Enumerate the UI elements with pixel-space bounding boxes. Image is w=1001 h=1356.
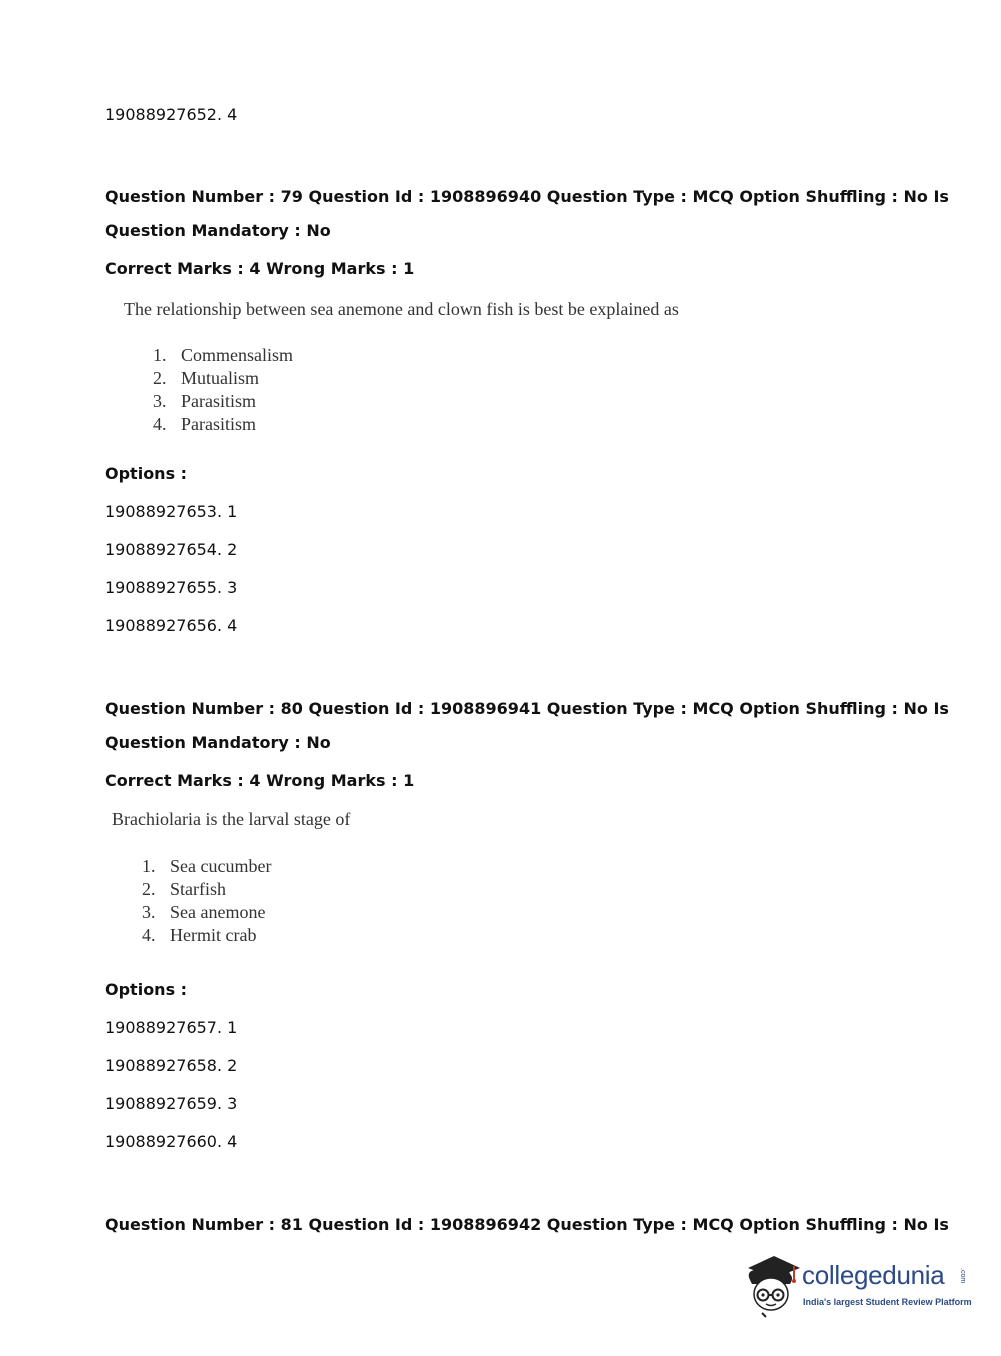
question-79-text: The relationship between sea anemone and clown fish is best be explained as (124, 299, 679, 319)
choice-text: Starfish (170, 879, 226, 899)
choice-text: Sea cucumber (170, 856, 272, 876)
question-79-marks: Correct Marks : 4 Wrong Marks : 1 (105, 259, 415, 278)
question-79-choice (153, 368, 259, 389)
question-80-marks: Correct Marks : 4 Wrong Marks : 1 (105, 771, 415, 790)
option-item: 19088927660. 4 (105, 1132, 238, 1151)
choice-text: Sea anemone (170, 902, 266, 922)
choice-number: 4. (153, 414, 167, 434)
question-80-choice (142, 902, 265, 923)
question-80-choice (142, 879, 226, 900)
choice-text: Parasitism (181, 391, 256, 411)
choice-number: 2. (142, 879, 156, 899)
choice-text: Commensalism (181, 345, 293, 365)
question-79-choice (153, 391, 256, 412)
option-item: 19088927653. 1 (105, 502, 238, 521)
collegedunia-logo[interactable] (742, 1250, 972, 1320)
question-79-header: Question Number : 79 Question Id : 1908896940 Question Type : MCQ Option Shuffling : No Is (105, 187, 949, 206)
choice-number: 3. (153, 391, 167, 411)
logo-domain: .com (959, 1268, 966, 1284)
option-item: 19088927656. 4 (105, 616, 238, 635)
logo-wordmark: collegedunia (802, 1260, 945, 1290)
question-80-choice (142, 856, 271, 877)
question-80-text: Brachiolaria is the larval stage of (112, 809, 351, 829)
options-label: Options : (105, 464, 188, 483)
choice-number: 1. (153, 345, 167, 365)
question-79-choice (153, 345, 293, 366)
logo-tagline: India's largest Student Review Platform (803, 1297, 972, 1307)
question-79-choice (153, 414, 256, 435)
question-80-choice (142, 925, 256, 946)
option-item: 19088927652. 4 (105, 105, 238, 124)
mascot-icon (742, 1250, 802, 1320)
choice-text: Parasitism (181, 414, 256, 434)
choice-number: 2. (153, 368, 167, 388)
option-item: 19088927655. 3 (105, 578, 238, 597)
options-label: Options : (105, 980, 188, 999)
question-80-header: Question Number : 80 Question Id : 1908896941 Question Type : MCQ Option Shuffling : No Is (105, 699, 949, 718)
choice-text: Hermit crab (170, 925, 257, 945)
question-80-mandatory: Question Mandatory : No (105, 733, 331, 752)
option-item: 19088927659. 3 (105, 1094, 238, 1113)
option-item: 19088927654. 2 (105, 540, 238, 559)
option-item: 19088927658. 2 (105, 1056, 238, 1075)
question-81-header: Question Number : 81 Question Id : 1908896942 Question Type : MCQ Option Shuffling : No Is (105, 1215, 949, 1234)
choice-number: 4. (142, 925, 156, 945)
choice-number: 1. (142, 856, 156, 876)
choice-text: Mutualism (181, 368, 260, 388)
choice-number: 3. (142, 902, 156, 922)
option-item: 19088927657. 1 (105, 1018, 238, 1037)
question-79-mandatory: Question Mandatory : No (105, 221, 331, 240)
